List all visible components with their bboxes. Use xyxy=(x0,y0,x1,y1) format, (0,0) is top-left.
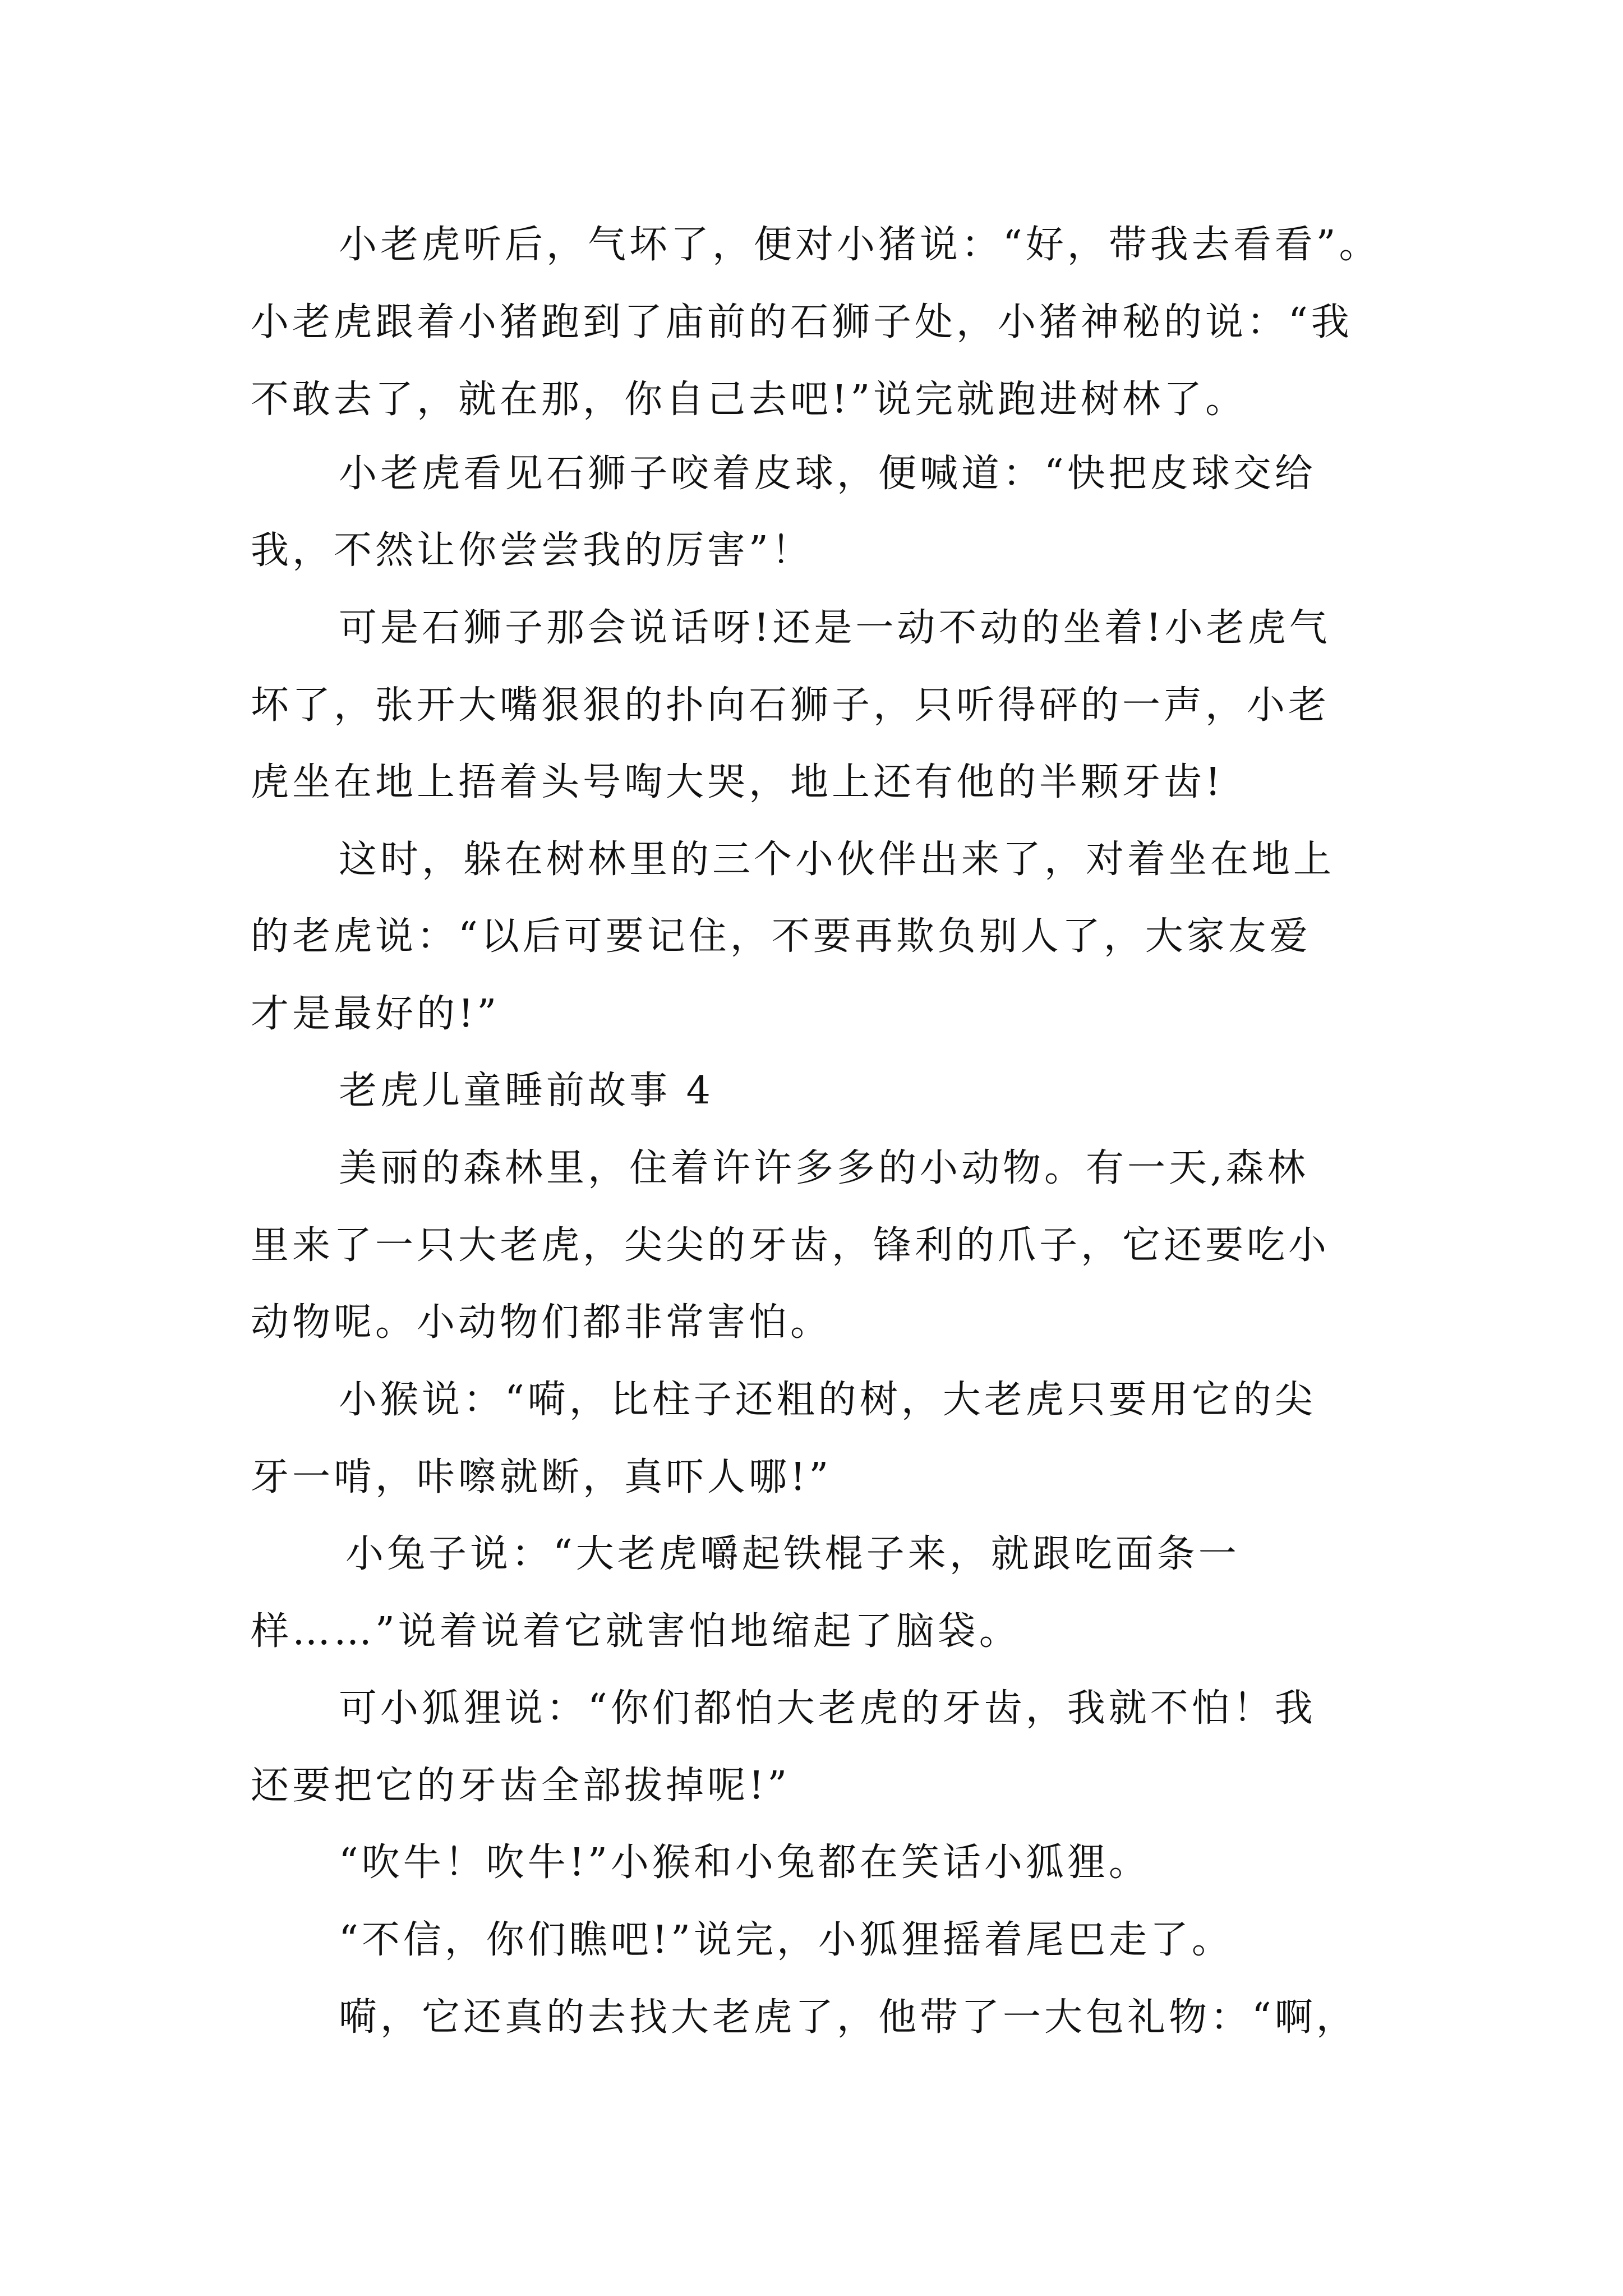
text-line: 美丽的森林里，住着许许多多的小动物。有一天,森林 xyxy=(339,1146,1309,1190)
text-line: 小老虎看见石狮子咬着皮球，便喊道：“快把皮球交给 xyxy=(339,452,1316,496)
text-line: 小兔子说：“大老虎嚼起铁棍子来，就跟吃面条一 xyxy=(345,1532,1240,1576)
text-line: 才是最好的!” xyxy=(251,992,500,1036)
text-line: “不信，你们瞧吧!”说完，小狐狸摇着尾巴走了。 xyxy=(339,1918,1233,1962)
text-line: 可是石狮子那会说话呀!还是一动不动的坐着!小老虎气 xyxy=(339,606,1331,650)
text-line: 小猴说：“嗬，比柱子还粗的树，大老虎只要用它的尖 xyxy=(339,1378,1316,1422)
text-line: 坏了，张开大嘴狠狠的扑向石狮子，只听得砰的一声，小老 xyxy=(251,683,1330,728)
text-line: 小老虎听后，气坏了，便对小猪说：“好，带我去看看”。 xyxy=(339,223,1381,267)
text-line: 我，不然让你尝尝我的厉害”！ xyxy=(251,528,813,573)
text-line: 里来了一只大老虎，尖尖的牙齿，锋利的爪子，它还要吃小 xyxy=(251,1223,1330,1268)
text-line: 的老虎说：“以后可要记住，不要再欺负别人了，大家友爱 xyxy=(251,914,1311,959)
text-line: 不敢去了，就在那，你自己去吧!”说完就跑进树林了。 xyxy=(251,378,1247,422)
text-line: 可小狐狸说：“你们都怕大老虎的牙齿，我就不怕！我 xyxy=(339,1686,1316,1731)
text-line: 样……”说着说着它就害怕地缩起了脑袋。 xyxy=(251,1609,1021,1654)
text-line: 牙一啃，咔嚓就断，真吓人哪!” xyxy=(251,1455,832,1499)
text-line: 小老虎跟着小猪跑到了庙前的石狮子处，小猪神秘的说：“我 xyxy=(251,300,1353,344)
text-line: 嗬，它还真的去找大老虎了，他带了一大包礼物：“啊， xyxy=(339,1995,1358,2040)
text-line: 还要把它的牙齿全部拔掉呢!” xyxy=(251,1764,791,1808)
text-line: “吹牛！吹牛!”小猴和小兔都在笑话小狐狸。 xyxy=(339,1841,1150,1885)
text-line: 虎坐在地上捂着头号啕大哭，地上还有他的半颗牙齿! xyxy=(251,760,1224,804)
section-heading: 老虎儿童睡前故事 4 xyxy=(339,1069,714,1113)
text-line: 这时，躲在树林里的三个小伙伴出来了，对着坐在地上 xyxy=(339,838,1335,882)
text-line: 动物呢。小动物们都非常害怕。 xyxy=(251,1300,832,1345)
